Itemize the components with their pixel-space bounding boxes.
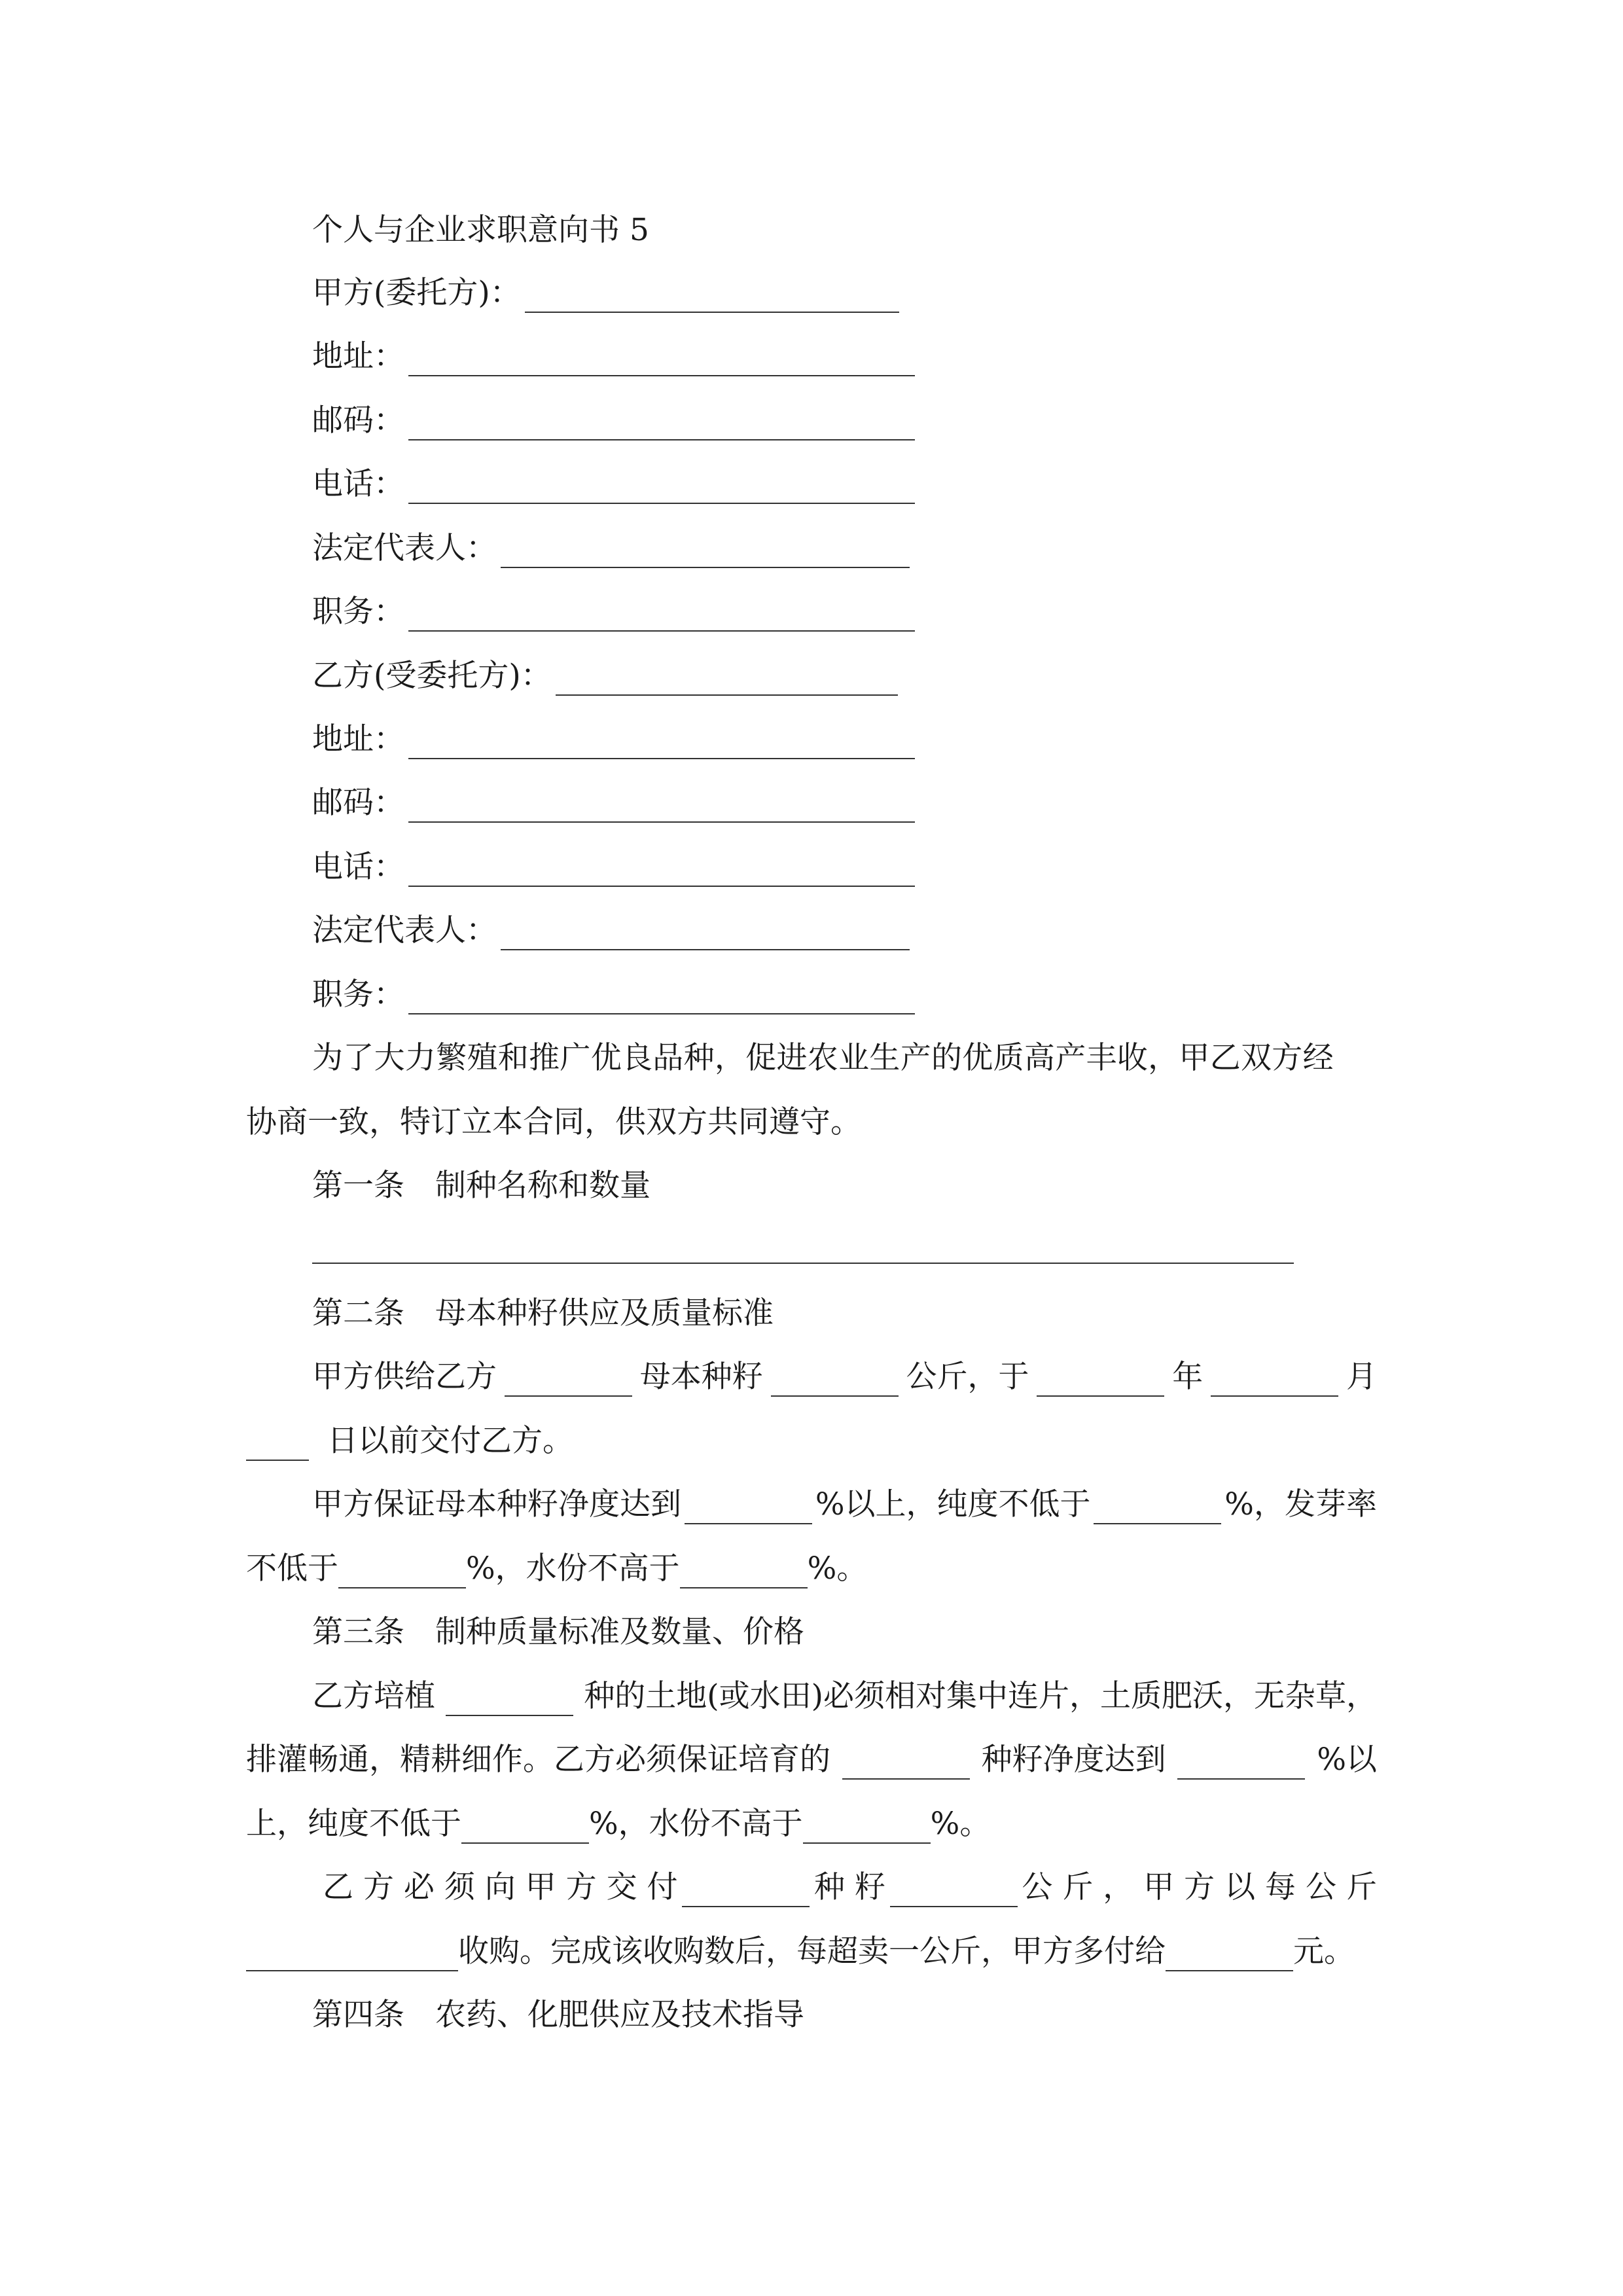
bred-variety-field[interactable] [842,1740,970,1780]
party-b-position-label: 职务： [312,977,404,1013]
party-a-position-label: 职务： [312,594,404,630]
article-1-heading: 第一条 制种名称和数量 [312,1168,651,1204]
party-b-phone-field[interactable] [408,848,915,887]
bred-cleanliness-field[interactable] [1177,1740,1305,1780]
party-a-address-field[interactable] [408,337,915,376]
germination-rate-field[interactable] [338,1549,466,1588]
party-b-postcode-label: 邮码： [312,785,404,821]
party-a-postcode-row [312,401,915,440]
party-b-position-field[interactable] [408,975,915,1014]
party-b-field[interactable] [556,656,898,696]
article-3-para-1-line-1: 乙方培植 种的土地(或水田)必须相对集中连片，土质肥沃，无杂草， [312,1677,1377,1716]
article-3-para-1-line-3: 上，纯度不低于 %，水份不高于 %。 [246,1804,990,1844]
party-a-address-label: 地址： [312,338,404,374]
delivery-day-field[interactable] [246,1422,309,1461]
article-2-heading: 第二条 母本种籽供应及质量标准 [312,1295,774,1331]
party-a-position-row [312,592,915,632]
party-a-label: 甲方(委托方)： [312,275,521,311]
party-a-address-row [312,337,915,376]
party-a-postcode-field[interactable] [408,401,915,440]
party-a-postcode-label: 邮码： [312,403,404,439]
party-a-legal-rep-label: 法定代表人： [312,530,497,566]
document-title: 个人与企业求职意向书 5 [312,212,649,248]
party-a-position-field[interactable] [408,592,915,632]
cultivation-variety-field[interactable] [446,1677,573,1716]
party-a-phone-row [312,465,915,504]
party-b-postcode-row [312,783,915,823]
article-4-heading: 第四条 农药、化肥供应及技术指导 [312,1997,804,2033]
party-b-label: 乙方(受委托方)： [312,658,552,694]
party-a-field[interactable] [525,274,899,313]
article-3-para-2-line-2: 收购。完成该收购数后，每超卖一公斤，甲方多付给 元。 [246,1932,1355,1971]
party-b-legal-rep-field[interactable] [501,911,910,950]
preamble-line-1: 为了大力繁殖和推广优良品种，促进农业生产的优质高产丰收，甲乙双方经 [312,1040,1334,1076]
delivery-quantity-field[interactable] [890,1868,1018,1907]
party-a-legal-rep-field[interactable] [501,529,910,568]
party-b-position-row [312,975,915,1014]
delivery-year-field[interactable] [1037,1357,1164,1397]
party-b-row [312,656,898,696]
party-b-phone-row [312,848,915,887]
party-b-legal-rep-row [312,911,910,950]
party-a-row [312,274,899,313]
article-3-heading: 第三条 制种质量标准及数量、价格 [312,1614,804,1650]
delivery-variety-field[interactable] [682,1868,810,1907]
seed-variety-field[interactable] [505,1357,632,1397]
seed-purity-field[interactable] [1094,1485,1221,1524]
bred-purity-field[interactable] [461,1804,589,1844]
bred-moisture-field[interactable] [803,1804,931,1844]
preamble-line-2: 协商一致，特订立本合同，供双方共同遵守。 [246,1104,861,1140]
party-a-phone-label: 电话： [312,466,404,502]
party-a-phone-field[interactable] [408,465,915,504]
party-a-legal-rep-row [312,529,910,568]
seed-moisture-field[interactable] [680,1549,808,1588]
article-3-para-1-line-2: 排灌畅通，精耕细作。乙方必须保证培育的 种籽净度达到 %以 [246,1740,1377,1780]
party-b-address-label: 地址： [312,721,404,757]
party-b-postcode-field[interactable] [408,783,915,823]
article-2-para-1-line-2: 日以前交付乙方。 [246,1422,573,1461]
party-b-legal-rep-label: 法定代表人： [312,912,497,948]
party-b-phone-label: 电话： [312,849,404,885]
article-2-para-2-line-2: 不低于 %，水份不高于 %。 [246,1549,867,1588]
article-1-name-field[interactable] [312,1263,1294,1264]
article-3-para-2-line-1: 乙 方 必 须 向 甲 方 交 付 种 籽 公 斤 ， 甲 方 以 每 公 斤 [323,1868,1377,1907]
seed-quantity-field[interactable] [771,1357,899,1397]
seed-cleanliness-field[interactable] [685,1485,812,1524]
article-2-para-2-line-1: 甲方保证母本种籽净度达到 %以上，纯度不低于 %，发芽率 [312,1485,1377,1524]
price-per-kg-field[interactable] [246,1932,458,1971]
delivery-month-field[interactable] [1211,1357,1338,1397]
article-2-para-1-line-1: 甲方供给乙方 母本种籽 公斤，于 年 月 [312,1357,1377,1397]
party-b-address-field[interactable] [408,720,915,759]
party-b-address-row [312,720,915,759]
extra-payment-field[interactable] [1166,1932,1293,1971]
